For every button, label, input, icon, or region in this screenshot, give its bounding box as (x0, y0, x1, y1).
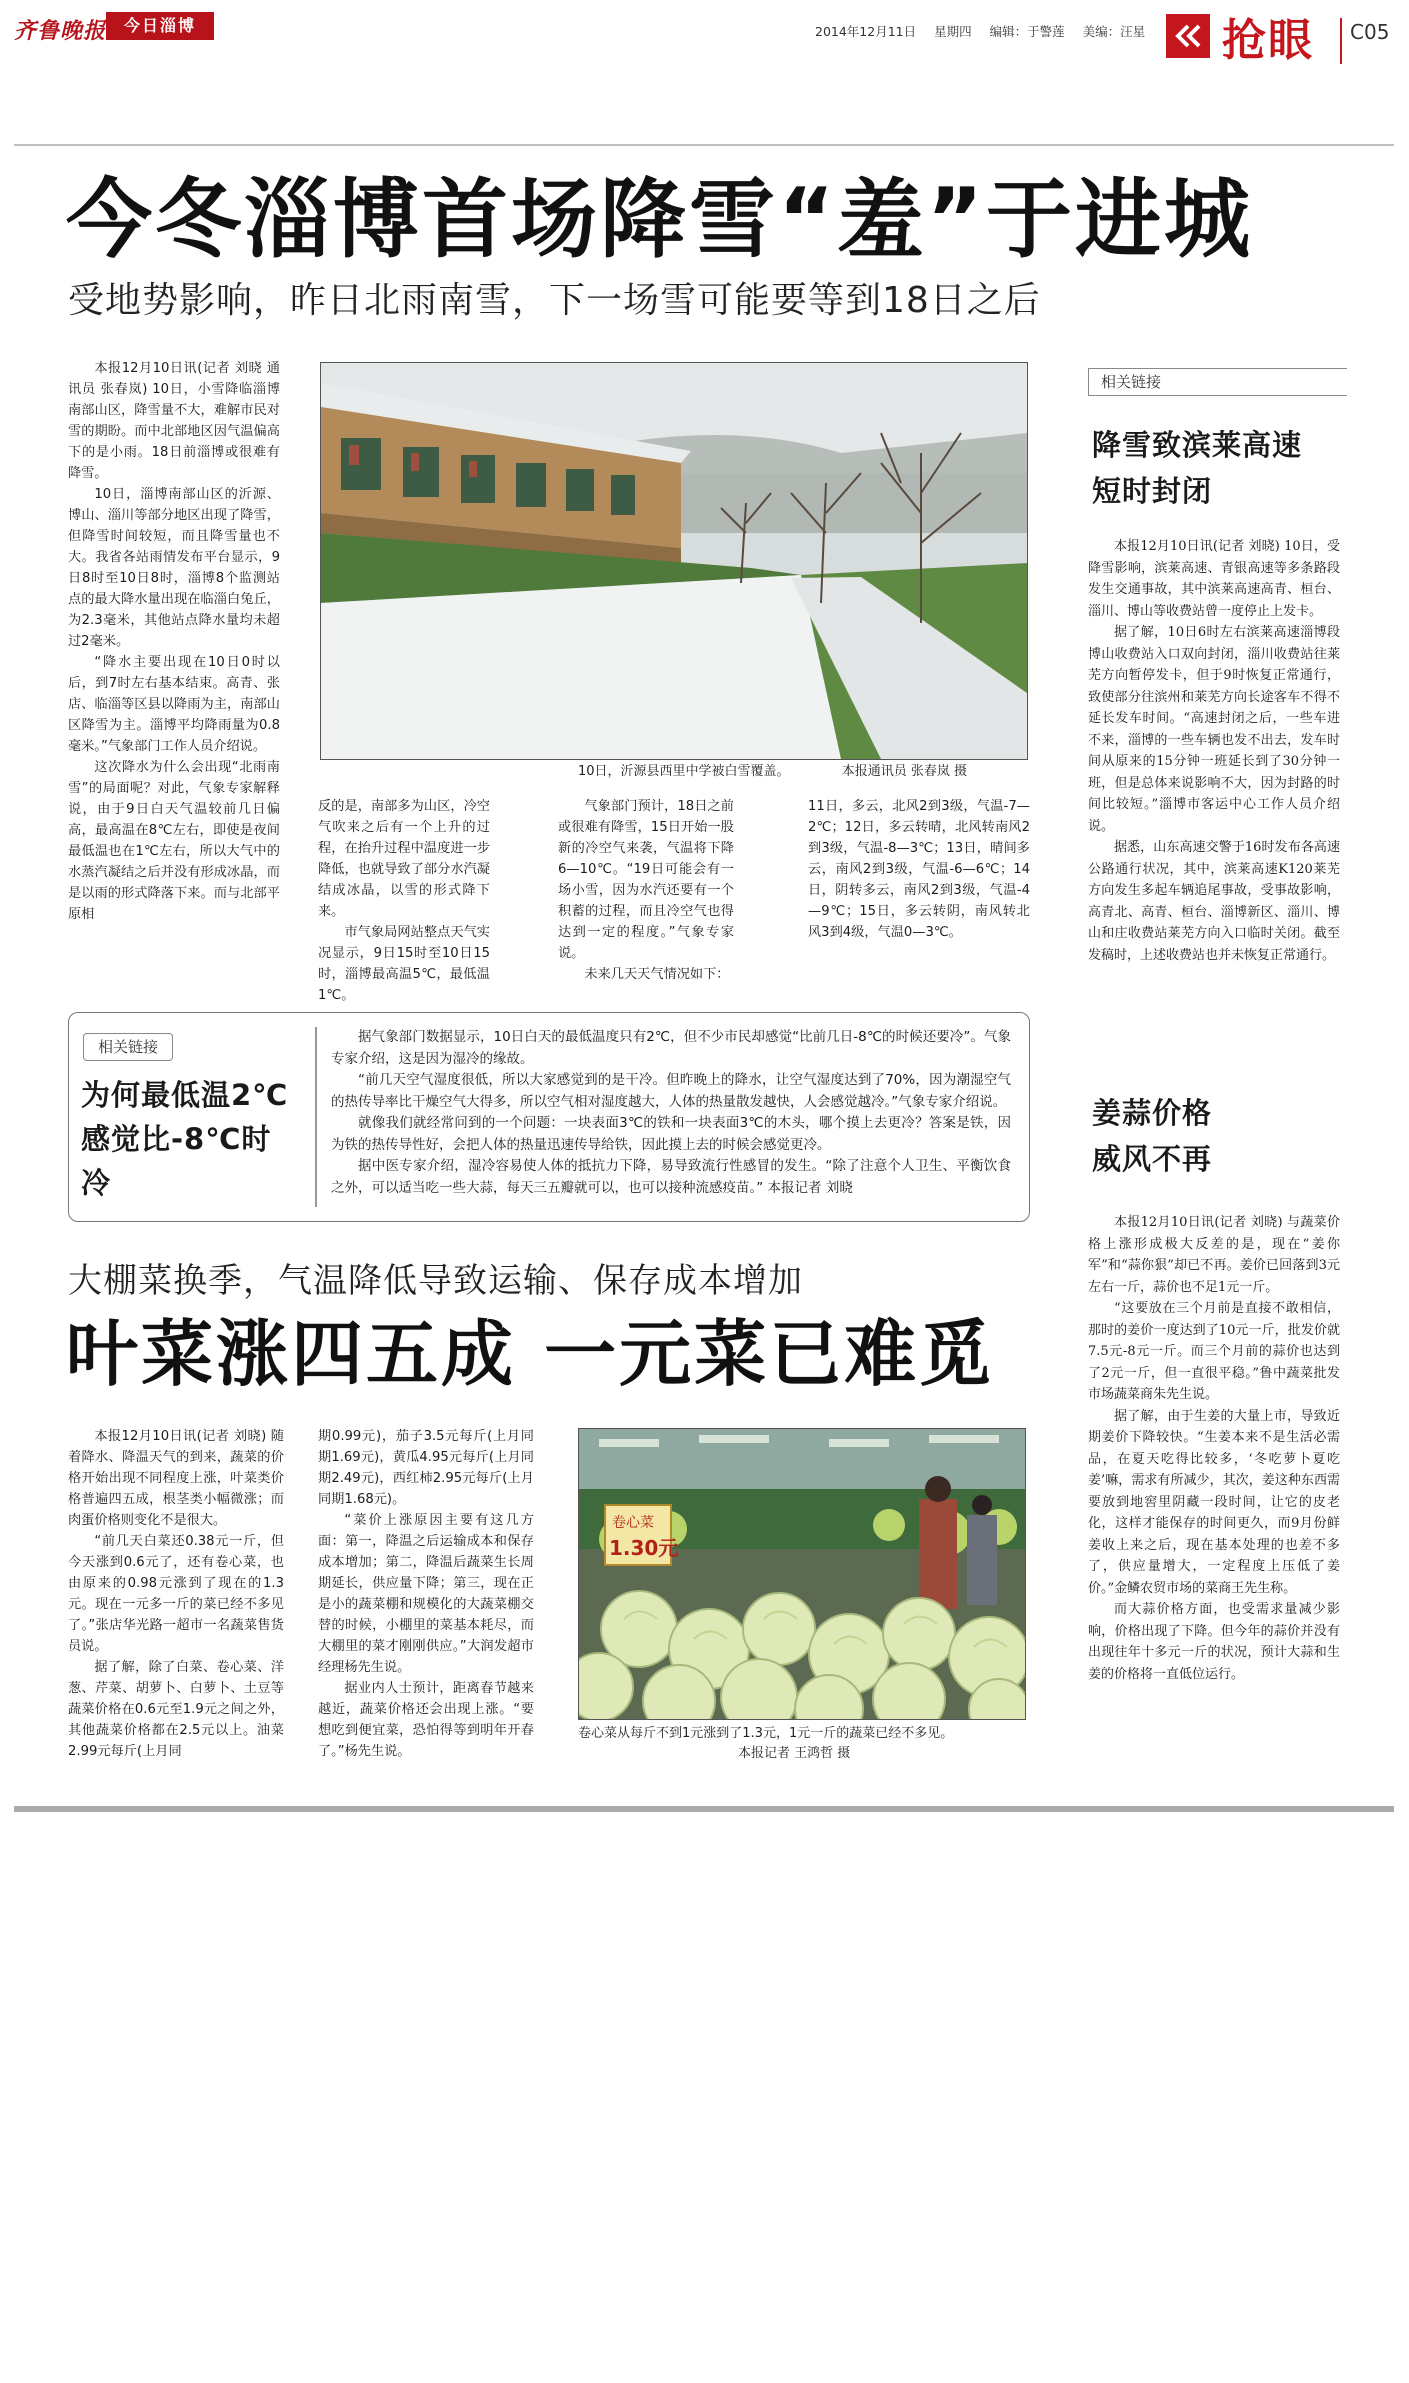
paragraph: 据了解，除了白菜、卷心菜、洋葱、芹菜、胡萝卜、白萝卜、土豆等蔬菜价格在0.6元至1.9元之间之外，其他蔬菜价格都在2.5元以上。油菜2.99元每斤(上月同 (68, 1660, 284, 1759)
paragraph: 就像我们就经常问到的一个问题：一块表面3℃的铁和一块表面3℃的木头，哪个摸上去更冷？答案是铁，因为铁的热传导性好，会把人体的热量迅速传导给铁，因此摸上去的时候会感觉更冷。 (331, 1115, 1011, 1153)
brand-mark (1166, 14, 1210, 58)
photo1-caption (578, 762, 1018, 782)
paragraph: 本报12月10日讯(记者 刘晓) 与蔬菜价格上涨形成极大反差的是，现在“姜你军”和“蒜你狠”却已不再。姜价已回落到3元左右一斤，蒜价也不足1元一斤。 (1088, 1215, 1340, 1295)
paragraph: 而大蒜价格方面，也受需求量减少影响，价格出现了下降。但今年的蒜价并没有出现往年十多元一斤的状况，预计大蒜和生姜的价格将一直低位运行。 (1088, 1602, 1340, 1682)
story2-col1 (68, 1426, 284, 1762)
paragraph: 据中医专家介绍，湿冷容易使人体的抵抗力下降，易导致流行性感冒的发生。“除了注意个人卫生、平衡饮食之外，可以适当吃一些大蒜，每天三五瓣就可以，也可以接种流感疫苗。” 本报记者 刘晓 (331, 1158, 1011, 1196)
paragraph: 11日，多云，北风2到3级，气温-7—2℃；12日，多云转晴，北风转南风2到3级，气温-8—3℃；13日，晴间多云，南风2到3级，气温-6—6℃；14日，阴转多云，南风2到3级，气温-4—9℃；15日，多云转阴，南风转北风3到4级，气温0—3℃。 (808, 799, 1030, 940)
main-story-col4 (808, 796, 1030, 943)
title-line: 姜蒜价格 (1092, 1096, 1213, 1130)
vegetable-market-photo (578, 1428, 1026, 1720)
paragraph: 据悉，山东高速交警于16时发布各高速公路通行状况，其中，滨莱高速K120莱芜方向发生多起车辆追尾事故，受事故影响，高青北、高青、桓台、淄博新区、淄川、博山和庄收费站莱芜方向入口临时关闭。截至发稿时，上述收费站也并未恢复正常通行。 (1088, 840, 1340, 963)
related-box-title: 为何最低温2℃感觉比-8℃时冷 (81, 1078, 289, 1200)
related-box-text (331, 1027, 1011, 1199)
related-tag: 相关链接 (83, 1033, 173, 1061)
paragraph: 未来几天天气情况如下： (584, 967, 730, 982)
paragraph: 据气象部门数据显示，10日白天的最低温度只有2℃，但不少市民却感觉“比前几日-8℃的时候还要冷”。气象专家介绍，这是因为湿冷的缘故。 (331, 1029, 1011, 1067)
title-line: 短时封闭 (1092, 474, 1213, 508)
paragraph: “前几天白菜还0.38元一斤，但今天涨到0.6元了，还有卷心菜，也由原来的0.98元涨到了现在的1.3元。现在一元多一斤的菜已经不多见了。”张店华光路一超市一名蔬菜售货员说。 (68, 1534, 284, 1654)
paragraph: 据了解，10日6时左右滨莱高速淄博段博山收费站入口双向封闭，淄川收费站往莱芜方向暂停发卡，但于9时恢复正常通行，致使部分往滨州和莱芜方向长途客车不得不延长发车时间。“高速封闭之后，一些车进不来，淄博的一些车辆也发不出去，发车时间从原来的15分钟一班延长到了30分钟一班，但是总体来说影响不大，因为封路的时间比较短。”淄博市客运中心工作人员介绍说。 (1088, 625, 1340, 834)
page-meta (815, 22, 1159, 40)
header-rule (14, 144, 1394, 146)
paragraph: 本报12月10日讯(记者 刘晓) 10日，受降雪影响，滨莱高速、青银高速等多条路段发生交通事故，其中滨莱高速高青、桓台、淄川、博山等收费站曾一度停止上发卡。 (1088, 539, 1340, 619)
related-box-cold (68, 1012, 1030, 1222)
header-divider (1340, 18, 1342, 64)
paragraph: 市气象局网站整点天气实况显示，9日15时至10日15时，淄博最高温5℃，最低温1℃。 (318, 925, 490, 1003)
caption-credit: 本报记者 王鸿哲 摄 (738, 1746, 851, 1761)
title-line: 威风不再 (1092, 1142, 1213, 1176)
paragraph: 期0.99元)，茄子3.5元每斤(上月同期1.69元)，黄瓜4.95元每斤(上月同期2.49元)，西红柿2.95元每斤(上月同期1.68元)。 (318, 1429, 534, 1507)
snow-school-photo (320, 362, 1028, 760)
paragraph: “前几天空气湿度很低，所以大家感觉到的是干冷。但昨晚上的降水，让空气湿度达到了70%，因为潮湿空气的热传导率比干燥空气大得多，所以空气相对湿度越大，人体的热量散发越快，人会感觉越冷。”气象专家介绍说。 (331, 1072, 1011, 1110)
rc-story2-body (1088, 1212, 1340, 1685)
related-tag-label: 相关链接 (1101, 373, 1162, 391)
issue-weekday: 星期四 (934, 24, 972, 39)
caption-text: 卷心菜从每斤不到1元涨到了1.3元，1元一斤的蔬菜已经不多见。 (578, 1726, 954, 1741)
paragraph: “降水主要出现在10日0时以后，到7时左右基本结束。高青、张店、临淄等区县以降雨为主，南部山区降雪为主。淄博平均降雨量为0.8毫米。”气象部门工作人员介绍说。 (68, 655, 280, 754)
price-sign: 1.30元 (609, 1536, 679, 1560)
paragraph: 据了解，由于生姜的大量上市，导致近期姜价下降较快。“生姜本来不是生活必需品，在夏天吃得比较多，‘冬吃萝卜夏吃姜’嘛，需求有所减少，其次，姜这种东西需要放到地窖里阴藏一段时间，让它的皮老化，这样才能保存的时间更久，而9月份鲜姜收上来之后，现在基本处理的也差不多了，供应量增大，一定程度上压低了姜价。”金鳞农贸市场的菜商王先生称。 (1088, 1408, 1340, 1596)
paragraph: 据业内人士预计，距离春节越来越近，蔬菜价格还会出现上涨。“要想吃到便宜菜，恐怕得等到明年开春了。”杨先生说。 (318, 1681, 534, 1759)
rc-story2-title (1092, 1090, 1392, 1182)
paragraph: 这次降水为什么会出现“北雨南雪”的局面呢？对此，气象专家解释说，由于9日白天气温较前几日偏高，最高温在8℃左右，即使是夜间最低温也在1℃左右，所以大气中的水蒸汽凝结之后并没有形成冰晶，而是以雨的形式降落下来。而与北部平原相 (68, 760, 280, 922)
designer-credit: 美编：汪星 (1082, 24, 1146, 39)
issue-date: 2014年12月11日 (815, 24, 917, 39)
caption-credit: 本报通讯员 张春岚 摄 (841, 764, 967, 779)
sign-label: 卷心菜 (612, 1515, 654, 1531)
main-story-col2 (318, 796, 490, 1006)
caption-text: 10日，沂源县西里中学被白雪覆盖。 (578, 764, 790, 779)
paragraph: 气象部门预计，18日之前或很难有降雪，15日开始一股新的冷空气来袭，气温将下降6—10℃。“19日可能会有一场小雪，因为水汽还要有一个积蓄的过程，而且冷空气也得达到一定的程度。”气象专家说。 (558, 799, 734, 961)
double-chevron-icon (1174, 24, 1202, 48)
paragraph: “这要放在三个月前是直接不敢相信，那时的姜价一度达到了10元一斤，批发价就7.5元-8元一斤。而三个月前的蒜价也达到了2元一斤，但一直很平稳。”鲁中蔬菜批发市场蔬菜商朱先生说。 (1088, 1301, 1340, 1402)
rc-story1-title (1092, 422, 1392, 514)
paragraph: 10日，淄博南部山区的沂源、博山、淄川等部分地区出现了降雪，但降雪时间较短，而且降雪量也不大。我省各站雨情发布平台显示，9日8时至10日8时，淄博8个监测站点的最大降水量出现在临淄白兔丘，为2.3毫米，其他站点降水量均未超过2毫米。 (68, 487, 280, 649)
section-name: 今日淄博 (106, 12, 214, 40)
rc-story1-body (1088, 536, 1340, 966)
page-number: C05 (1350, 20, 1390, 44)
story2-headline: 叶菜涨四五成 一元菜已难觅 (66, 1312, 995, 1396)
main-story-col1 (68, 358, 280, 925)
masthead (14, 10, 234, 46)
paragraph: 本报12月10日讯(记者 刘晓) 随着降水、降温天气的到来，蔬菜的价格开始出现不同程度上涨，叶菜类价格普遍四五成，根茎类小幅微涨；而肉蛋价格则变化不是很大。 (68, 1429, 284, 1528)
title-line: 降雪致滨莱高速 (1092, 428, 1303, 462)
story2-subheadline: 大棚菜换季，气温降低导致运输、保存成本增加 (68, 1261, 803, 1301)
main-headline: 今冬淄博首场降雪“羞”于进城 (66, 170, 1254, 270)
bottom-rule (14, 1806, 1394, 1812)
paper-name: 齐鲁晚报 (14, 18, 107, 44)
column-brand: 抢眼 (1222, 15, 1314, 66)
paragraph: 反的是，南部多为山区，冷空气吹来之后有一个上升的过程，在抬升过程中温度进一步降低，也就导致了部分水汽凝结成冰晶，以雪的形式降下来。 (318, 799, 490, 919)
box-divider (315, 1027, 317, 1207)
editor-credit: 编辑：于警莲 (989, 24, 1065, 39)
main-subheadline: 受地势影响，昨日北雨南雪，下一场雪可能要等到18日之后 (68, 280, 1041, 321)
main-story-col3 (558, 796, 734, 985)
story2-col2 (318, 1426, 534, 1762)
paragraph: 本报12月10日讯(记者 刘晓 通讯员 张春岚) 10日，小雪降临淄博南部山区，降雪量不大，难解市民对雪的期盼。而中北部地区因气温偏高下的是小雨。18日前淄博或很难有降雪。 (68, 361, 280, 481)
right-related-tag (1088, 368, 1347, 396)
paragraph: “菜价上涨原因主要有这几方面：第一，降温之后运输成本和保存成本增加；第二，降温后蔬菜生长周期延长，供应量下降；第三，现在正是小的蔬菜棚和规模化的大蔬菜棚交替的时候，小棚里的菜基本耗尽，而大棚里的菜才刚刚供应。”大润发超市经理杨先生说。 (318, 1513, 534, 1675)
photo2-caption (578, 1724, 1026, 1764)
